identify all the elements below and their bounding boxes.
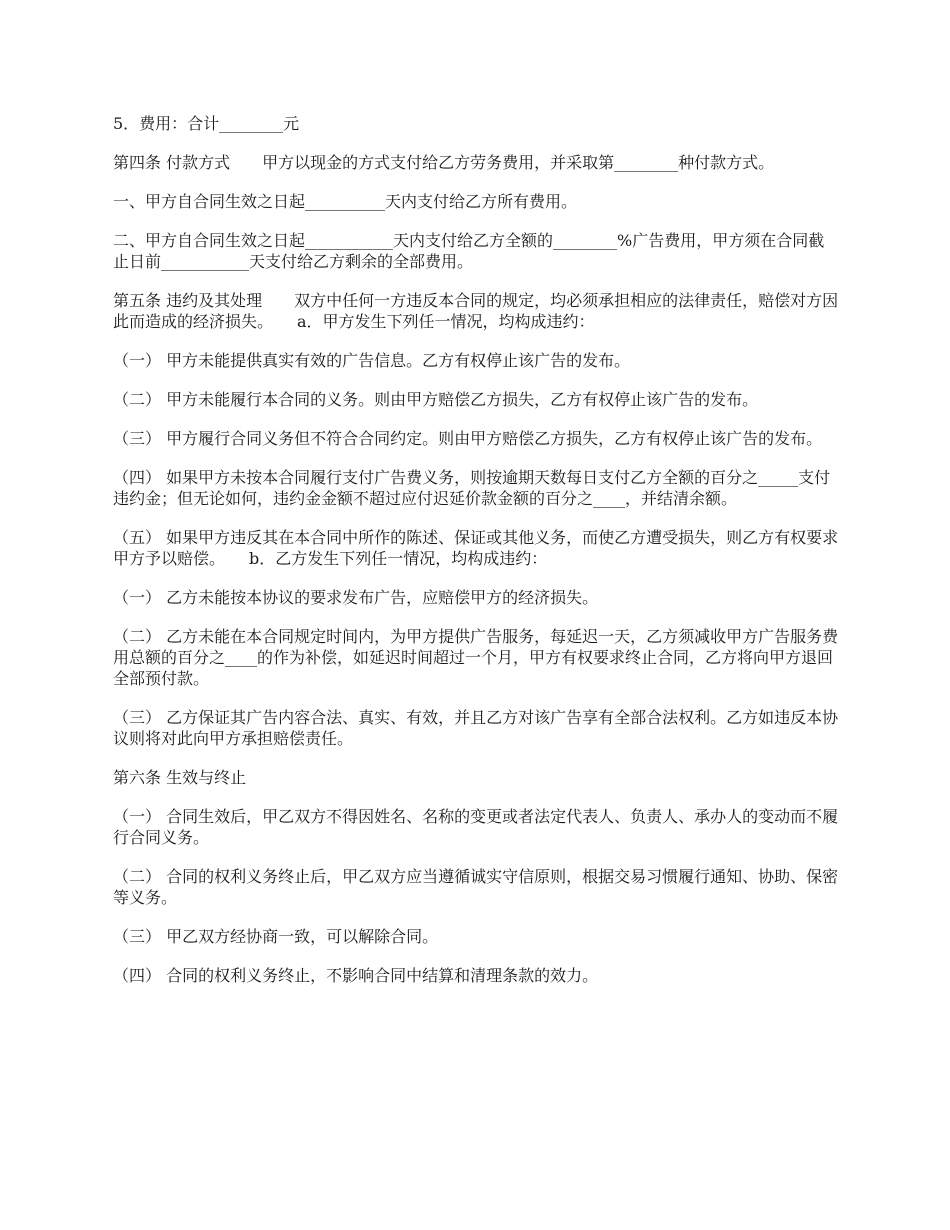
article-5-breach: 第五条 违约及其处理 双方中任何一方违反本合同的规定，均必须承担相应的法律责任，赔偿对方因此而造成的经济损失。 a．甲方发生下列任一情况，均构成违约： <box>113 291 839 331</box>
payment-option-1: 一、甲方自合同生效之日起__________天内支付给乙方所有费用。 <box>113 192 578 211</box>
party-b-breach-2: （二） 乙方未能在本合同规定时间内，为甲方提供广告服务，每延迟一天，乙方须减收甲方广告服务费用总额的百分之____的作为补偿，如延迟时间超过一个月，甲方有权要求终止合同，乙方将向甲方退回全部预付款。 <box>113 627 839 688</box>
payment-option-2: 二、甲方自合同生效之日起___________天内支付给乙方全额的________%广告费用，甲方须在合同截止日前___________天支付给乙方剩余的全部费用。 <box>113 231 825 271</box>
party-b-breach-1: （一） 乙方未能按本协议的要求发布广告，应赔偿甲方的经济损失。 <box>113 588 599 607</box>
document-page <box>113 113 840 1004</box>
party-a-breach-2: （二） 甲方未能履行本合同的义务。则由甲方赔偿乙方损失，乙方有权停止该广告的发布。 <box>113 390 759 409</box>
party-a-breach-3: （三） 甲方履行合同义务但不符合合同约定。则由甲方赔偿乙方损失，乙方有权停止该广告的发布。 <box>113 429 823 448</box>
party-a-breach-5: （五） 如果甲方违反其在本合同中所作的陈述、保证或其他义务，而使乙方遭受损失，则乙方有权要求甲方予以赔偿。 b．乙方发生下列任一情况，均构成违约： <box>113 528 839 568</box>
termination-clause-2: （二） 合同的权利义务终止后，甲乙双方应当遵循诚实守信原则，根据交易习惯履行通知、协助、保密等义务。 <box>113 867 839 907</box>
party-a-breach-1: （一） 甲方未能提供真实有效的广告信息。乙方有权停止该广告的发布。 <box>113 351 631 370</box>
termination-clause-4: （四） 合同的权利义务终止，不影响合同中结算和清理条款的效力。 <box>113 966 599 985</box>
article-6-heading: 第六条 生效与终止 <box>113 768 247 787</box>
party-b-breach-3: （三） 乙方保证其广告内容合法、真实、有效，并且乙方对该广告享有全部合法权利。乙方如违反本协议则将对此向甲方承担赔偿责任。 <box>113 708 839 748</box>
fee-total-line: 5．费用：合计________元 <box>113 114 300 133</box>
party-a-breach-4: （四） 如果甲方未按本合同履行支付广告费义务，则按逾期天数每日支付乙方全额的百分之_____支付违约金；但无论如何，违约金金额不超过应付迟延价款金额的百分之____，并结清余额。 <box>113 468 831 508</box>
termination-clause-3: （三） 甲乙双方经协商一致，可以解除合同。 <box>113 927 439 946</box>
article-4-payment-method: 第四条 付款方式 甲方以现金的方式支付给乙方劳务费用，并采取第________种付款方式。 <box>113 153 775 172</box>
termination-clause-1: （一） 合同生效后，甲乙双方不得因姓名、名称的变更或者法定代表人、负责人、承办人的变动而不履行合同义务。 <box>113 807 839 847</box>
